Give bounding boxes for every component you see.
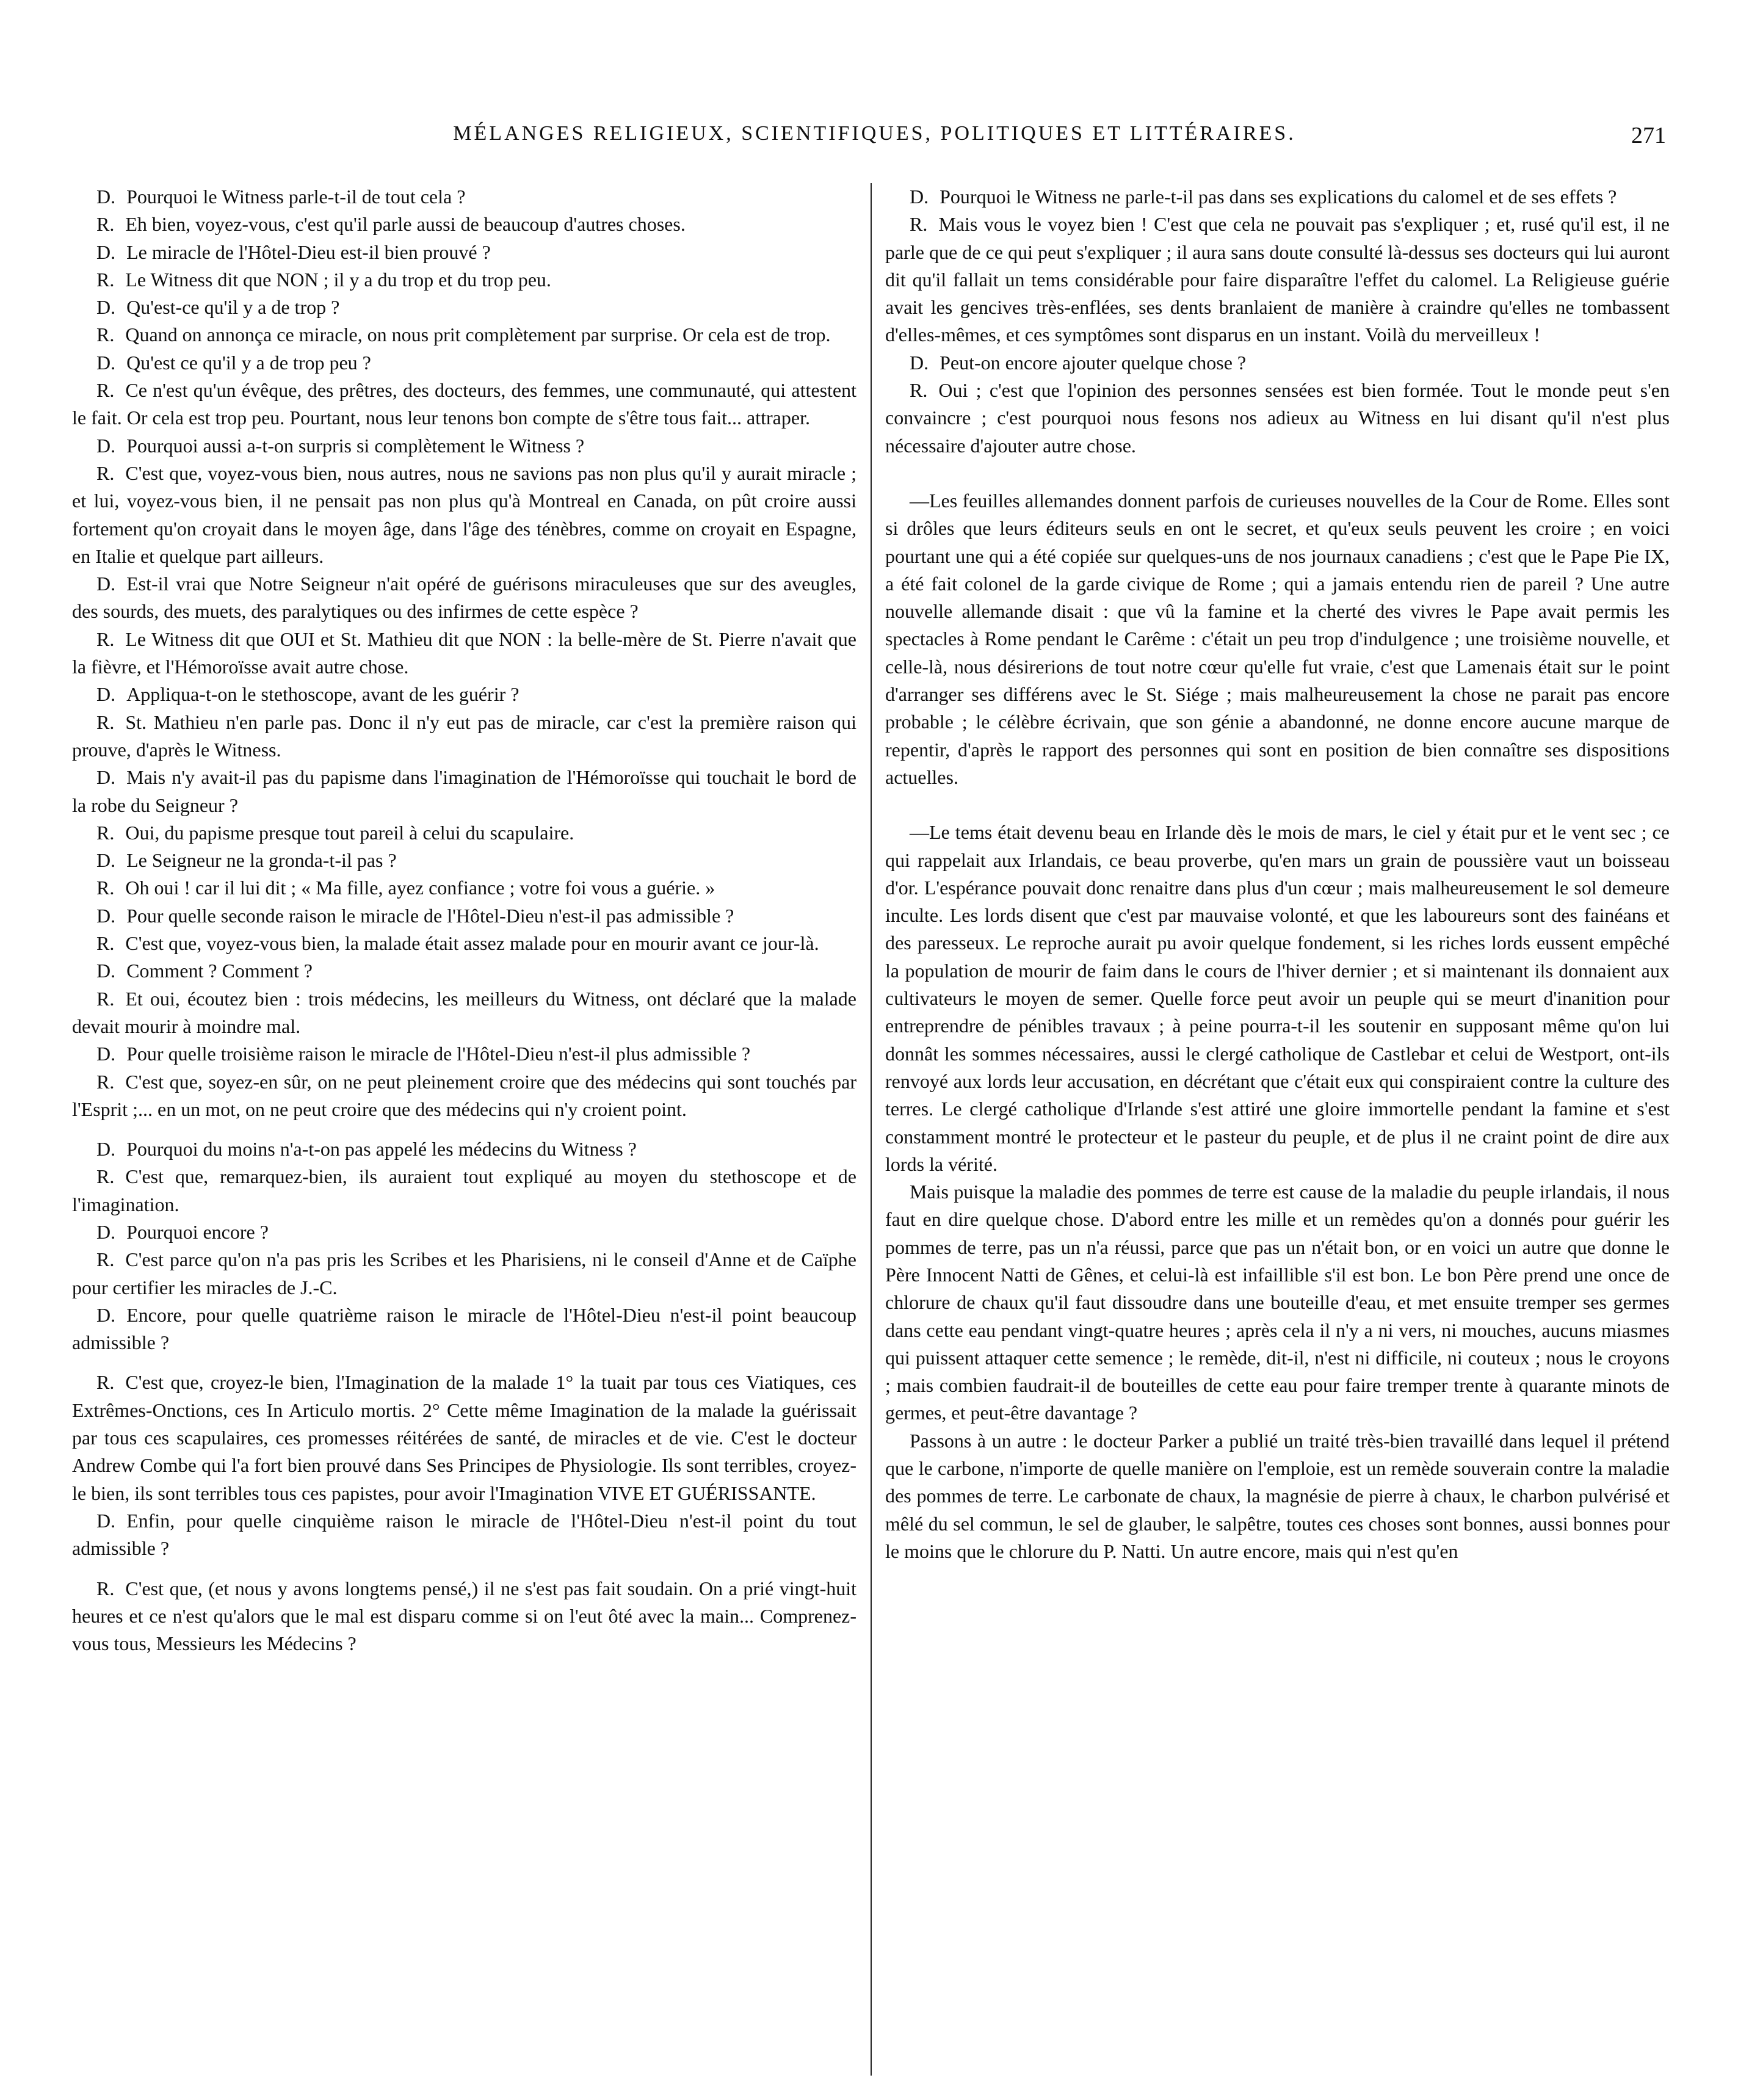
dialogue-line [885,183,1670,211]
dialogue-text: C'est parce qu'on n'a pas pris les Scribes et les Pharisiens, ni le conseil d'Anne et de Caïphe pour certifier les miracles de J.-C. [72,1248,856,1298]
dialogue-line [72,1302,856,1357]
speaker-label: R. [96,987,115,1010]
dialogue-line [885,377,1670,460]
dialogue-text: Comment ? Comment ? [126,960,313,982]
speaker-label: D. [96,351,116,374]
dialogue-text: Qu'est-ce qu'il y a de trop ? [126,296,340,319]
dialogue-text: Oh oui ! car il lui dit ; « Ma fille, ayez confiance ; votre foi vous a guérie. » [125,877,715,899]
dialogue-line [72,957,856,985]
speaker-label: D. [96,960,116,982]
speaker-label: R. [96,877,115,899]
dialogue-text: Appliqua-t-on le stethoscope, avant de les guérir ? [126,683,520,706]
dialogue-line [72,349,856,377]
dialogue-text: Mais n'y avait-il pas du papisme dans l'imagination de l'Hémoroïsse qui touchait le bord de la robe du Seigneur ? [72,766,856,816]
dialogue-line [72,764,856,819]
dialogue-line [72,1246,856,1302]
speaker-label: R. [96,1577,115,1599]
dialogue-text: C'est que, soyez-en sûr, on ne peut pleinement croire que des médecins qui sont touchés par l'Esprit ;... en un mot, on ne peut croire que des médecins qui n'y croient point. [72,1070,856,1120]
dialogue-text: Pourquoi le Witness ne parle-t-il pas dans ses explications du calomel et de ses effets ? [940,186,1617,208]
dialogue-text: Pourquoi aussi a-t-on surpris si complètement le Witness ? [126,434,585,457]
speaker-label: D. [96,904,116,927]
left-column [72,183,856,1657]
dialogue-line [72,626,856,681]
dialogue-text: Encore, pour quelle quatrième raison le miracle de l'Hôtel-Dieu n'est-il point beaucoup admissible ? [72,1303,856,1354]
dialogue-line [885,211,1670,349]
dialogue-text: Ce n'est qu'un évêque, des prêtres, des docteurs, des femmes, une communauté, qui attestent le fait. Or cela est trop peu. Pourtant, nous leur tenons bon compte de s'être tous fait... attraper. [72,379,856,429]
speaker-label: R. [96,932,115,955]
section-gap [72,1563,856,1575]
running-head [72,122,1677,161]
speaker-label: R. [96,213,115,236]
speaker-label: D. [96,683,116,706]
dialogue-line [72,1068,856,1124]
speaker-label: D. [96,573,116,595]
dialogue-line [72,266,856,294]
speaker-label: D. [96,1509,116,1532]
dialogue-line [72,709,856,764]
speaker-label: D. [910,351,929,374]
dialogue-text: Qu'est ce qu'il y a de trop peu ? [126,351,371,374]
dialogue-line [72,239,856,266]
dialogue-text: Quand on annonça ce miracle, on nous prit complètement par surprise. Or cela est de trop. [125,324,831,346]
speaker-label: D. [96,766,116,789]
news-paragraph: Mais puisque la maladie des pommes de terre est cause de la maladie du peuple irlandais, il nous faut en dire quelque chose. D'abord entre les mille et un remèdes qu'on a donnés pour guérir les pommes de terre, pas un n'a réussi, parce que pas un n'était bon, or en voici un autre que donne le Père Innocent Natti de Gênes, et celui-là est infaillible s'il est bon. Le bon Père prend une once de chlorure de chaux qu'il faut dissoudre dans une bouteille d'eau, et met ensuite tremper ses germes dans cette eau pendant vingt-quatre heures ; après cela il n'y a ni vers, ni mouches, aucuns miasmes qui puissent attaquer cette semence ; le remède, dit-il, n'est ni difficile, ni couteux ; nous le croyons ; mais combien faudrait-il de bouteilles de cette eau pour faire tremper trente à quarante minots de germes, et peut-être davantage ? [885,1181,1670,1424]
dialogue-line [72,432,856,460]
dialogue-line [72,847,856,874]
column-rule [871,183,872,2076]
speaker-label: R. [96,821,115,844]
dialogue-continuation [885,183,1670,460]
news-paragraph: —Les feuilles allemandes donnent parfois de curieuses nouvelles de la Cour de Rome. Elles sont si drôles que leurs éditeurs seuls en ont le secret, et qu'eux seuls peuvent les croire ; en voici pourtant une qui a été copiée sur quelques-uns de nos journaux canadiens ; c'est que le Pape Pie IX, a été fait colonel de la garde civique de Rome ; qui a jamais entendu rien de pareil ? Une autre nouvelle allemande disait : que vû la famine et la cherté des vivres le Pape avait permis les spectacles à Rome pendant le Carême : c'était un peu trop d'indulgence ; une troisième nouvelle, et celle-là, nous désirerions de tout notre cœur qu'elle fut vraie, c'est que Lamenais était sur le point d'arranger ses différens avec le St. Siége ; mais malheureusement la chose ne parait pas encore probable ; le célèbre écrivain, que son génie a abandonné, ne donne encore aucune marque de repentir, d'après le rapport des personnes qui sont en position de bien connaître ses dispositions actuelles. [885,489,1670,788]
speaker-label: D. [96,1138,116,1160]
speaker-label: R. [96,628,115,650]
dialogue-text: Le Seigneur ne la gronda-t-il pas ? [126,849,397,872]
dialogue-line [72,1507,856,1563]
section-gap [885,460,1670,487]
speaker-label: R. [96,1165,115,1188]
speaker-label: R. [96,711,115,733]
dialogue-text: Pourquoi encore ? [126,1220,269,1243]
dialogue-line [72,1575,856,1658]
speaker-label: R. [96,1248,115,1271]
speaker-label: R. [910,213,928,236]
dialogue-line [72,1135,856,1163]
speaker-label: R. [96,1070,115,1093]
dialogue-text: Et oui, écoutez bien : trois médecins, les meilleurs du Witness, ont déclaré que la malade devait mourir à moindre mal. [72,987,856,1037]
dialogue-line [72,1163,856,1218]
news-paragraph: —Le tems était devenu beau en Irlande dès le mois de mars, le ciel y était pur et le vent sec ; ce qui rappelait aux Irlandais, ce beau proverbe, qu'en mars un grain de poussière vaut un boisseau d'or. L'espérance pouvait donc renaitre dans plus d'un cœur ; mais malheureusement le sol demeure inculte. Les lords disent que c'est par mauvaise volonté, et que les laboureurs sont des fainéans et des paresseux. Le reproche aurait pu avoir quelque fondement, si les riches lords eussent empêché la population de mourir de faim dans le cours de l'hiver dernier ; et si maintenant ils donnaient aux cultivateurs le moyen de semer. Quelle force peut avoir un peuple qui se meurt d'inanition pour entreprendre de pénibles travaux ; à peine pourra-t-il les soutenir en supposant même qu'on lui donnât les sommes nécessaires, aussi le clergé catholique de Castlebar et celui de Westport, ont-ils renvoyé aux lords leur accusation, en décrétant que c'était eux qui conspiraient contre la culture des terres. Le clergé catholique d'Irlande s'est attiré une gloire immortelle pendant la famine et s'est constamment montré le protecteur et le pasteur du peuple, et de plus il ne craint point de dire aux lords la vérité. [885,821,1670,1175]
news-paragraph: Passons à un autre : le docteur Parker a publié un traité très-bien travaillé dans lequel il prétend que le carbone, n'importe de quelle manière on l'emploie, est un remède souverain contre la maladie des pommes de terre. Le carbonate de chaux, la magnésie de pierre à chaux, le charbon pulvérisé et mêlé du sel commun, le sel de glauber, le salpêtre, toutes ces choses sont bonnes, aussi bonnes pour le moins que le chlorure du P. Natti. Un autre encore, mais qui n'est qu'en [885,1429,1670,1562]
dialogue-text: Enfin, pour quelle cinquième raison le miracle de l'Hôtel-Dieu n'est-il point du tout admissible ? [72,1509,856,1560]
dialogue-line [72,874,856,902]
speaker-label: D. [96,296,116,319]
speaker-label: D. [96,1303,116,1326]
dialogue-text: C'est que, remarquez-bien, ils auraient tout expliqué au moyen du stethoscope et de l'imagination. [72,1165,856,1215]
dialogue-line [72,819,856,847]
dialogue-text: C'est que, (et nous y avons longtems pensé,) il ne s'est pas fait soudain. On a prié vingt-huit heures et ce n'est qu'alors que le mal est disparu comme si on l'eut ôté avec la main... Comprenez-vous tous, Messieurs les Médecins ? [72,1577,856,1655]
dialogue-text: C'est que, voyez-vous bien, nous autres, nous ne savions pas non plus qu'il y aurait miracle ; et lui, voyez-vous bien, il ne pensait pas non plus qu'à Montreal en Canada, on pût croire aussi fortement qu'on croyait dans le moyen âge, dans l'âge des ténèbres, comme on croyait en Espagne, en Italie et quelque part ailleurs. [72,462,856,567]
section-gap [72,1123,856,1135]
speaker-label: D. [96,434,116,457]
dialogue-line [72,183,856,211]
dialogue-line [72,211,856,238]
dialogue-line [72,1040,856,1068]
speaker-label: D. [96,186,116,208]
dialogue-text: Peut-on encore ajouter quelque chose ? [940,351,1247,374]
speaker-label: R. [96,1371,115,1394]
dialogue-line [72,570,856,626]
dialogue-text: Le miracle de l'Hôtel-Dieu est-il bien prouvé ? [126,241,491,263]
speaker-label: R. [910,379,928,402]
dialogue-line [72,294,856,321]
dialogue-text: Eh bien, voyez-vous, c'est qu'il parle aussi de beaucoup d'autres choses. [125,213,686,236]
dialogue-text: St. Mathieu n'en parle pas. Donc il n'y eut pas de miracle, car c'est la première raison qui prouve, d'après le Witness. [72,711,856,761]
right-column [885,183,1670,1565]
dialogue-line [72,930,856,957]
speaker-label: D. [96,849,116,872]
speaker-label: D. [96,241,116,263]
speaker-label: D. [910,186,929,208]
speaker-label: R. [96,324,115,346]
dialogue-text: Mais vous le voyez bien ! C'est que cela ne pouvait pas s'expliquer ; et, rusé qu'il est, il ne parle que de ce qui peut s'expliquer ; il aura sans doute consulté là-dessus ses docteurs qui lui auront dit qu'il fallait un tems considérable pour faire disparaître l'effet du calomel. La Religieuse guérie avait les gencives très-enflées, ses dents branlaient de manière à craindre qu'elles ne tombassent d'elles-mêmes, et ces symptômes sont disparus en un instant. Voilà du merveilleux ! [885,213,1670,346]
dialogue-line [72,1218,856,1246]
dialogue-text: Pour quelle seconde raison le miracle de l'Hôtel-Dieu n'est-il pas admissible ? [126,904,734,927]
speaker-label: R. [96,268,115,291]
page-number: 271 [1631,123,1666,148]
dialogue-line [72,902,856,930]
dialogue-text: C'est que, voyez-vous bien, la malade était assez malade pour en mourir avant ce jour-là. [125,932,819,955]
section-gap [885,791,1670,819]
dialogue-text: C'est que, croyez-le bien, l'Imagination de la malade 1° la tuait par tous ces Viatiques, ces Extrêmes-Onctions, ces In Articulo mortis. 2° Cette même Imagination de la malade la guérissait par tous ces scapulaires, ces promesses réitérées de santé, de miracles et de vie. C'est le docteur Andrew Combe qui l'a fort bien prouvé dans Ses Principes de Physiologie. Ils sont terribles, croyez-le bien, ils sont terribles tous ces papistes, pour avoir l'Imagination VIVE ET GUÉRISSANTE. [72,1371,856,1504]
dialogue-line [72,1369,856,1507]
dialogue-line [72,460,856,570]
dialogue-text: Oui, du papisme presque tout pareil à celui du scapulaire. [125,821,574,844]
speaker-label: D. [96,1220,116,1243]
news-items [885,460,1670,1565]
section-gap [72,1356,856,1369]
dialogue-text: Pourquoi du moins n'a-t-on pas appelé les médecins du Witness ? [126,1138,637,1160]
dialogue-text: Est-il vrai que Notre Seigneur n'ait opéré de guérisons miraculeuses que sur des aveugles, des sourds, des muets, des paralytiques ou des infirmes de cette espèce ? [72,573,856,623]
dialogue-line [885,349,1670,377]
speaker-label: R. [96,462,115,484]
dialogue-text: Oui ; c'est que l'opinion des personnes sensées est bien formée. Tout le monde peut s'en convaincre ; c'est pourquoi nous fesons nos adieux au Witness en lui disant qu'il n'est plus nécessaire d'ajouter autre chose. [885,379,1670,457]
dialogue-text: Le Witness dit que OUI et St. Mathieu dit que NON : la belle-mère de St. Pierre n'avait que la fièvre, et l'Hémoroïsse avait autre chose. [72,628,856,678]
two-column-body [72,183,1677,2076]
dialogue-line [72,985,856,1041]
dialogue-line [72,681,856,708]
dialogue-text: Pourquoi le Witness parle-t-il de tout cela ? [126,186,466,208]
speaker-label: R. [96,379,115,402]
speaker-label: D. [96,1043,116,1065]
dialogue-line [72,377,856,432]
running-title: MÉLANGES RELIGIEUX, SCIENTIFIQUES, POLITIQUES ET LITTÉRAIRES. [453,122,1296,145]
dialogue-line [72,321,856,349]
dialogue-text: Pour quelle troisième raison le miracle de l'Hôtel-Dieu n'est-il plus admissible ? [126,1043,751,1065]
dialogue-text: Le Witness dit que NON ; il y a du trop et du trop peu. [125,268,551,291]
